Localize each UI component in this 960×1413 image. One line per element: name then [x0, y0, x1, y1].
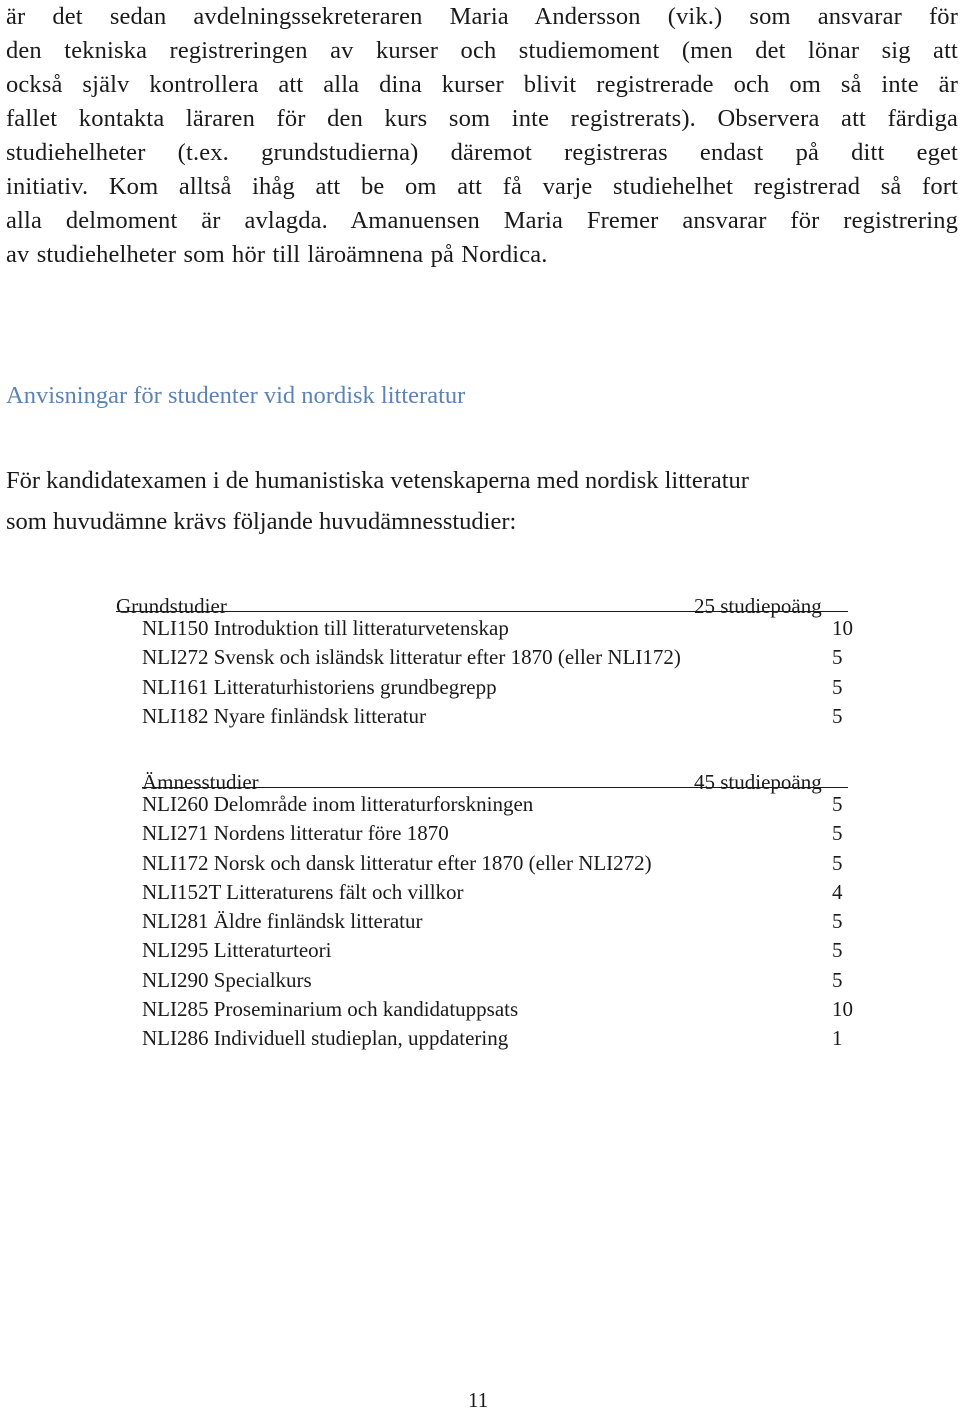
block-header [116, 582, 848, 618]
course-row [116, 643, 860, 672]
amnesstudier-block [116, 758, 860, 1054]
intro-line: också själv kontrollera att alla dina kurser blivit registrerade och om så inte är [6, 71, 958, 98]
course-row [116, 907, 860, 936]
course-title: NLI271 Nordens litteratur före 1870 [142, 821, 449, 846]
course-row [116, 819, 860, 848]
intro-line: initiativ. Kom alltså ihåg att be om att få varje studiehelhet registrerad så fort [6, 173, 958, 200]
course-row [116, 849, 860, 878]
course-title: NLI150 Introduktion till litteraturvetenskap [142, 616, 509, 640]
course-title: NLI285 Proseminarium och kandidatuppsats [142, 997, 519, 1022]
course-row [116, 790, 860, 819]
course-points: 5 [832, 703, 843, 728]
course-points: 5 [832, 967, 843, 992]
course-title: NLI290 Specialkurs [142, 967, 312, 992]
course-points: 4 [832, 879, 843, 904]
course-title: NLI260 Delområde inom litteraturforskningen [142, 792, 534, 816]
course-row [116, 878, 860, 907]
intro-line: studiehelheter (t.ex. grundstudierna) däremot registreras endast på ditt eget [6, 139, 958, 166]
block-credits: 25 studiepoäng [694, 594, 822, 618]
course-row [116, 673, 860, 702]
lead-line: För kandidatexamen i de humanistiska vetenskaperna med nordisk litteratur [6, 467, 749, 494]
course-points: 10 [832, 616, 853, 640]
course-row [116, 936, 860, 965]
block-name: Grundstudier [116, 594, 227, 618]
course-title: NLI152T Litteraturens fält och villkor [142, 879, 464, 904]
course-row [116, 1024, 860, 1053]
course-row [116, 702, 860, 731]
block-header [142, 758, 848, 794]
course-points: 10 [832, 997, 853, 1022]
course-points: 5 [832, 645, 843, 670]
lead-line: som huvudämne krävs följande huvudämnesstudier: [6, 508, 517, 535]
intro-line: fallet kontakta läraren för den kurs som inte registrerats). Observera att färdiga [6, 105, 958, 132]
grundstudier-block [116, 582, 860, 731]
course-title: NLI161 Litteraturhistoriens grundbegrepp [142, 674, 497, 699]
block-credits: 45 studiepoäng [694, 770, 822, 794]
intro-line: den tekniska registreringen av kurser och studiemoment (men det lönar sig att [6, 37, 958, 64]
course-points: 5 [832, 674, 843, 699]
course-title: NLI182 Nyare finländsk litteratur [142, 703, 426, 728]
lead-paragraph [6, 460, 749, 542]
intro-paragraph [6, 0, 958, 272]
course-title: NLI172 Norsk och dansk litteratur efter 1870 (eller NLI272) [142, 850, 652, 875]
course-points: 5 [832, 850, 843, 875]
course-row [116, 614, 860, 643]
intro-line: av studiehelheter som hör till läroämnena på Nordica. [6, 241, 548, 268]
course-title: NLI272 Svensk och isländsk litteratur efter 1870 (eller NLI172) [142, 645, 681, 670]
course-points: 5 [832, 909, 843, 934]
course-title: NLI281 Äldre finländsk litteratur [142, 909, 423, 934]
course-row [116, 995, 860, 1024]
section-heading: Anvisningar för studenter vid nordisk litteratur [6, 382, 466, 409]
page-number: 11 [468, 1388, 489, 1412]
block-name: Ämnesstudier [142, 770, 259, 794]
course-points: 5 [832, 821, 843, 846]
course-points: 5 [832, 792, 843, 816]
course-points: 1 [832, 1026, 843, 1051]
course-points: 5 [832, 938, 843, 963]
course-title: NLI295 Litteraturteori [142, 938, 332, 963]
course-row [116, 966, 860, 995]
intro-line: alla delmoment är avlagda. Amanuensen Maria Fremer ansvarar för registrering [6, 207, 958, 234]
intro-line: är det sedan avdelningssekreteraren Maria Andersson (vik.) som ansvarar för [6, 3, 958, 30]
course-title: NLI286 Individuell studieplan, uppdatering [142, 1026, 509, 1051]
